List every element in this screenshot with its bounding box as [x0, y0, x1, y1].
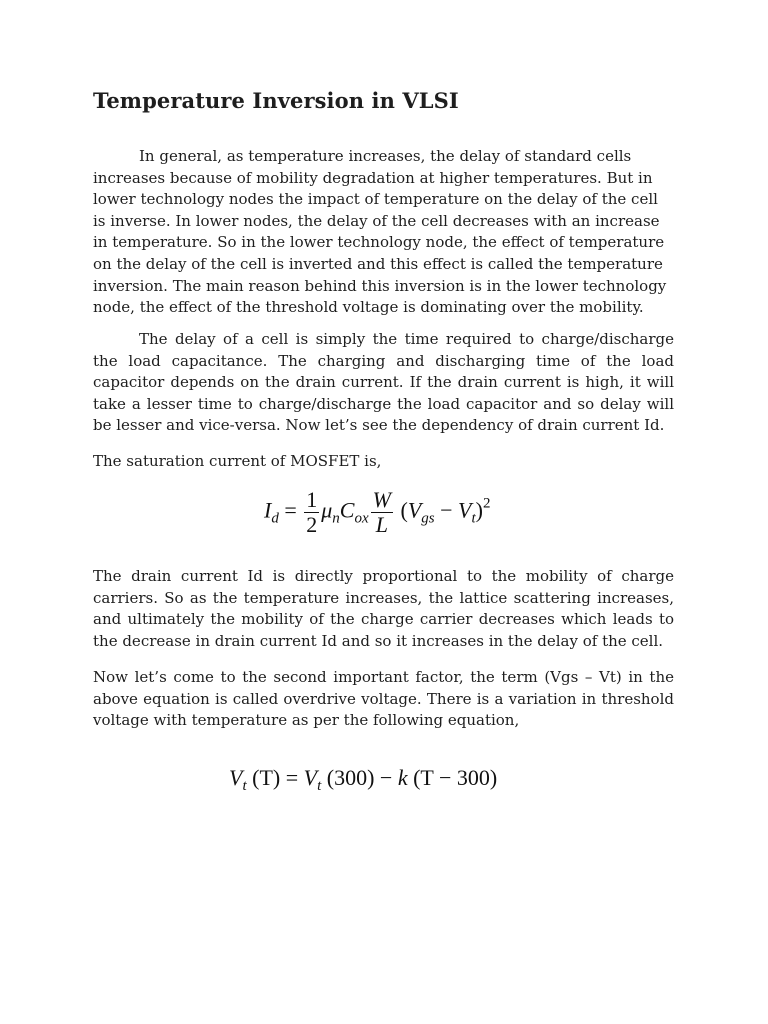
- equation-threshold-voltage: $V_t$ $(T) = V_t$ (300) − k (T − 300): [229, 765, 498, 794]
- fraction-one-half: $\frac{1}{2}$: [306, 487, 318, 537]
- paragraph-cell-delay: The delay of a cell is simply the time required to charge/discharge the load capacitance. The charging and discharging time of the load capacitor depends on the drain current. If the drain current is high, it will take a lesser time to charge/discharge the load capacitor and so delay will be lesser and vice-versa. Now let’s see the dependency of drain current Id.: [93, 330, 674, 435]
- paragraph-saturation-current: The saturation current of MOSFET is,: [93, 452, 382, 470]
- paragraph-mobility: The drain current Id is directly proportional to the mobility of charge carriers. So as the temperature increases, the lattice scattering increases, and ultimately the mobility of the charge carrier decreases which leads to the decrease in drain current Id and so it increases in the delay of the cell.: [93, 567, 674, 650]
- fraction-w-over-l: $\frac{W}{L}$: [372, 487, 391, 537]
- equation-drain-current: $I_d$ = $\frac{1}{2}$ $\mu_nC_{ox}$ $\frac{W}{L}$ $(V_{gs} - V_t)^2$: [264, 487, 491, 537]
- paragraph-temperature-intro: In general, as temperature increases, the delay of standard cells increases because of mobility degradation at higher temperatures. But in lower technology nodes the impact of temperature on the delay of the cell is inverse. In lower nodes, the delay of the cell decreases with an increase in temperature. So in the lower technology node, the effect of temperature on the delay of the cell is inverted and this effect is called the temperature inversion. The main reason behind this inversion is in the lower technology node, the effect of the threshold voltage is dominating over the mobility.: [93, 147, 667, 317]
- paragraph-overdrive-voltage: Now let’s come to the second important factor, the term (Vgs – Vt) in the above equation is called overdrive voltage. There is a variation in threshold voltage with temperature as per the following equation,: [93, 668, 674, 730]
- document-title: Temperature Inversion in VLSI: [93, 88, 459, 113]
